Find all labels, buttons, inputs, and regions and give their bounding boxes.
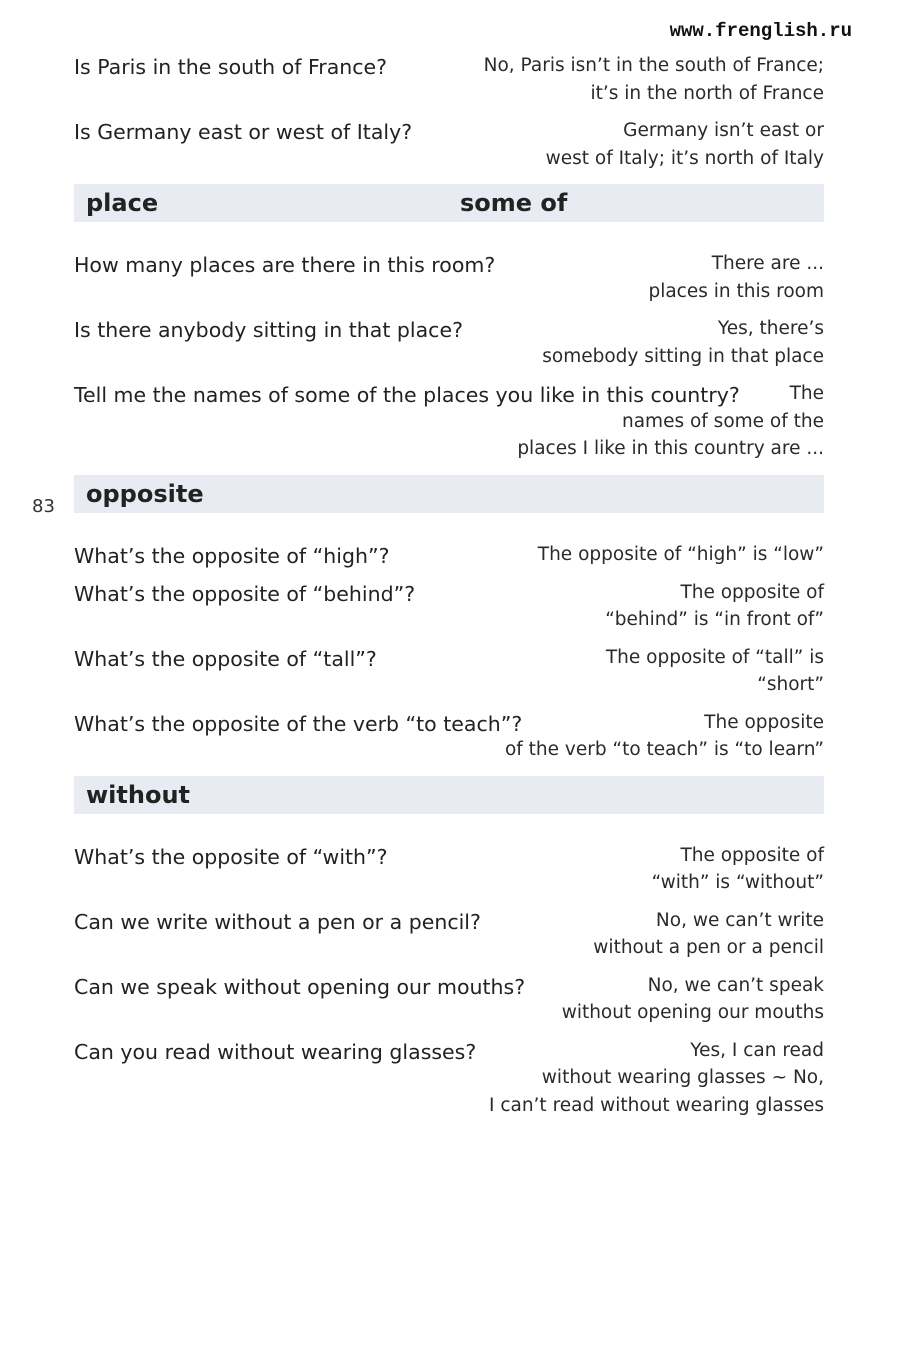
section-header [74,776,824,814]
qa-pair [74,1037,824,1120]
answer-line: “short” [757,674,824,695]
answer-line: The opposite of “tall” is [605,646,824,668]
answer-line: somebody sitting in that place [542,345,824,367]
qa-pair [74,250,824,305]
question: What’s the opposite of “with”? [74,844,388,869]
answer-line: The [789,383,824,404]
answer-line: without a pen or a pencil [593,937,824,958]
question: Can you read without wearing glasses? [74,1039,477,1064]
answer-line: west of Italy; it’s north of Italy [545,147,824,169]
answer-line: without opening our mouths [561,1002,824,1023]
answer-line: places I like in this country are ... [517,438,824,459]
qa-pair [74,117,824,172]
question: What’s the opposite of “high”? [74,543,390,568]
qa-pair [74,541,824,569]
question: How many places are there in this room? [74,253,496,277]
qa-pair [74,907,824,962]
answer-line: “behind” is “in front of” [605,609,824,630]
page-content [74,52,824,1129]
qa-pair [74,380,824,463]
qa-pair [74,52,824,107]
question: Is Paris in the south of France? [74,55,388,79]
answer-line: The opposite [704,711,824,733]
question: Tell me the names of some of the places you like in this country? [74,383,740,407]
qa-pair [74,972,824,1027]
question: Can we speak without opening our mouths? [74,974,526,999]
answer-line: places in this room [648,280,824,302]
answer-line: There are ... [711,253,824,274]
qa-pair [74,709,824,764]
answer-line: The opposite of [680,581,824,603]
answer-line: No, we can’t write [655,909,824,931]
question: What’s the opposite of “tall”? [74,646,377,671]
answer-line: The opposite of “high” is “low” [537,543,824,565]
qa-pair [74,644,824,699]
qa-pair [74,842,824,897]
answer-line: Yes, I can read [690,1039,824,1061]
question: What’s the opposite of the verb “to teach”? [74,711,523,736]
section-heading: without [86,780,191,809]
answer-line: Germany isn’t east or [623,120,824,141]
question: Is Germany east or west of Italy? [74,120,413,144]
section-header [74,184,824,222]
answer-line: names of some of the [621,410,824,432]
page-number: 83 [32,496,55,517]
answer-line: it’s in the north of France [590,82,824,104]
section-heading: place [86,189,159,217]
section-heading: opposite [86,479,204,508]
answer-line: Yes, there’s [717,318,824,339]
question: What’s the opposite of “behind”? [74,581,416,606]
section-heading: some of [460,189,568,217]
answer-line: I can’t read without wearing glasses [488,1094,824,1116]
answer-line: No, we can’t speak [647,974,824,996]
qa-pair [74,579,824,634]
answer-line: of the verb “to teach” is “to learn” [504,739,824,760]
answer-line: without wearing glasses ~ No, [541,1067,824,1088]
answer-line: The opposite of [680,844,824,866]
question: Is there anybody sitting in that place? [74,318,463,342]
section-header [74,475,824,513]
qa-pair [74,315,824,370]
question: Can we write without a pen or a pencil? [74,909,481,934]
site-url: www.frenglish.ru [669,20,852,42]
answer-line: No, Paris isn’t in the south of France; [483,55,824,76]
answer-line: “with” is “without” [651,872,824,893]
